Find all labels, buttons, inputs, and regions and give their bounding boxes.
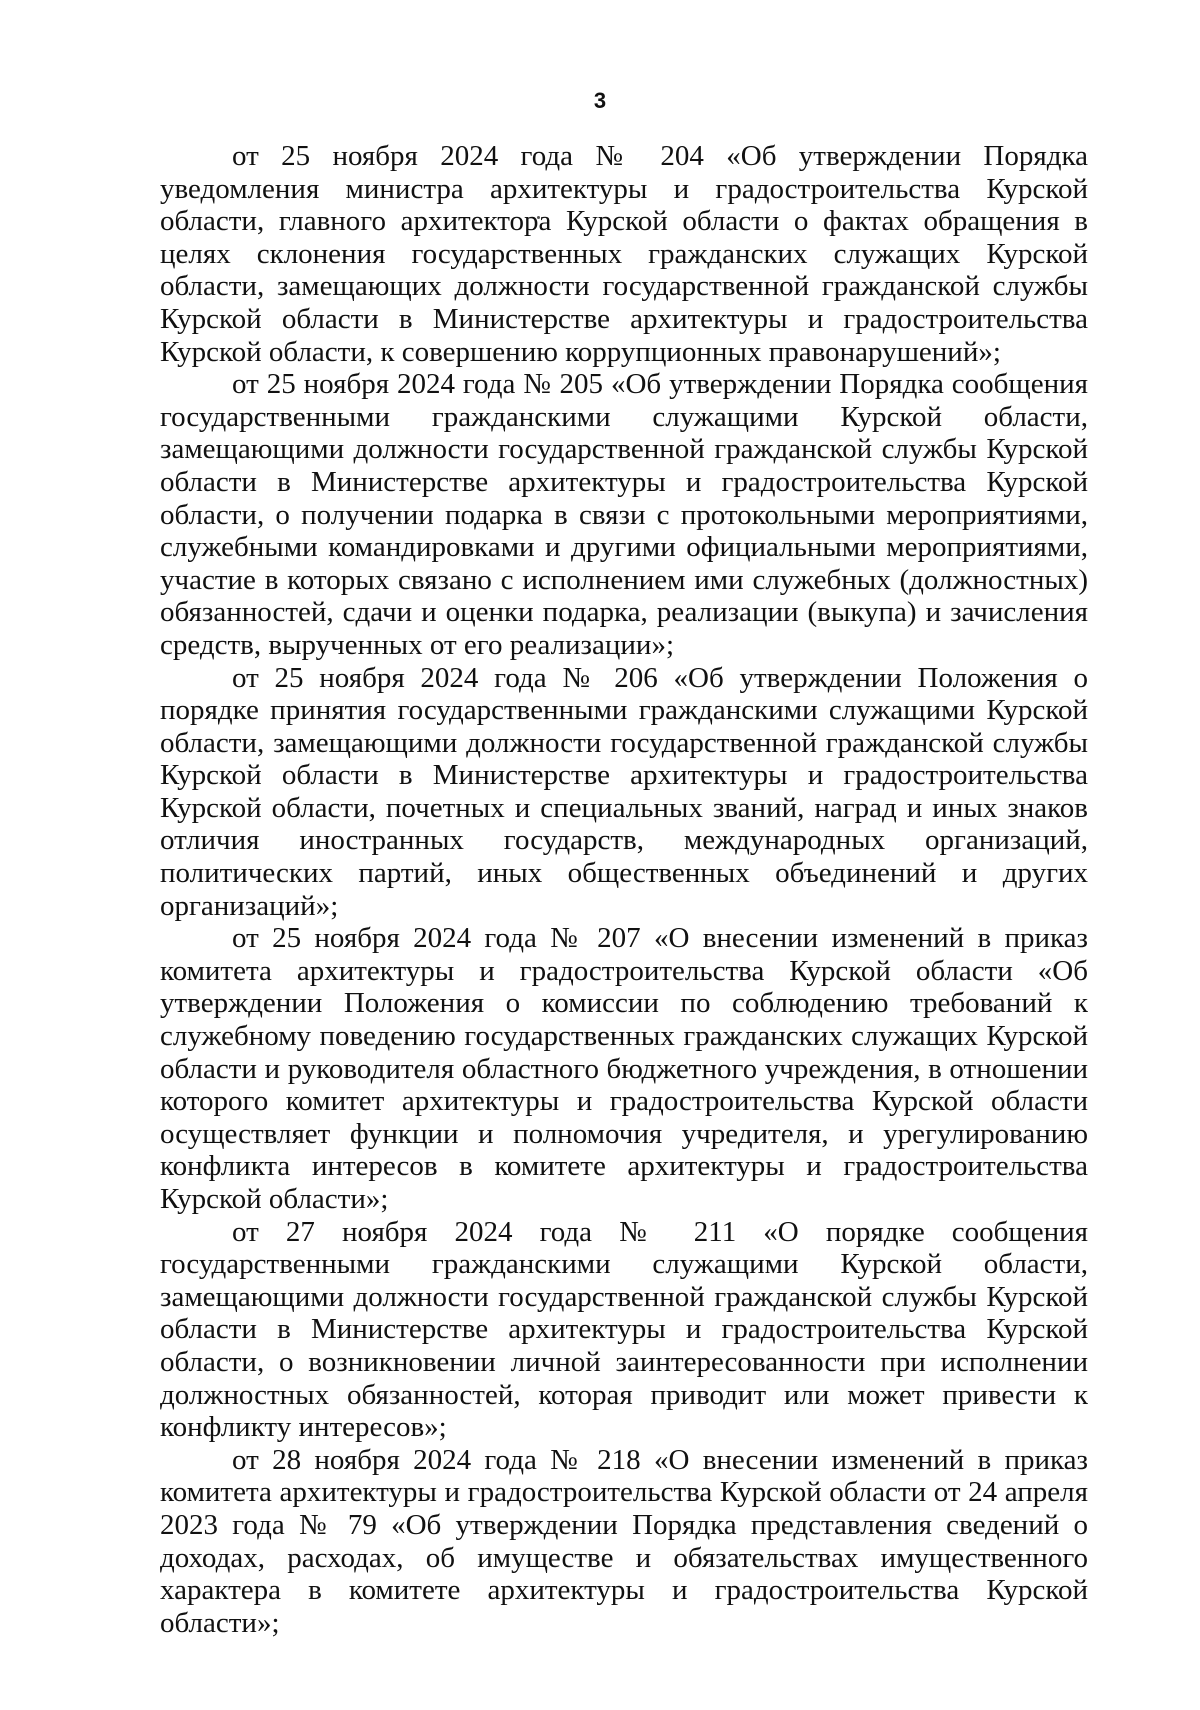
paragraph-order-207: от 25 ноября 2024 года № 207 «О внесении изменений в приказ комитета архитектуры и градостроительства Курской области «Об утверждении Положения о комиссии по соблюдению требований к служебному поведению государственных гражданских служащих Курской области и руководителя областного бюджетного учреждения, в отношении которого комитет архитектуры и градостроительства Курской области осуществляет функции и полномочия учредителя, и урегулированию конфликта интересов в комитете архитектуры и градостроительства Курской области»; bbox=[160, 922, 1088, 1215]
paragraph-order-211: от 27 ноября 2024 года № 211 «О порядке сообщения государственными гражданскими служащими Курской области, замещающими должности государственной гражданской службы Курской области в Министерстве архитектуры и градостроительства Курской области, о возникновении личной заинтересованности при исполнении должностных обязанностей, которая приводит или может привести к конфликту интересов»; bbox=[160, 1215, 1088, 1444]
page-number: 3 bbox=[593, 88, 607, 113]
paragraph-order-205: от 25 ноября 2024 года № 205 «Об утверждении Порядка сообщения государственными гражданскими служащими Курской области, замещающими должности государственной гражданской службы Курской области в Министерстве архитектуры и градостроительства Курской области, о получении подарка в связи с протокольными мероприятиями, служебными командировками и другими официальными мероприятиями, участие в которых связано с исполнением ими служебных (должностных) обязанностей, сдачи и оценки подарка, реализации (выкупа) и зачисления средств, вырученных от его реализации»; bbox=[160, 368, 1088, 661]
document-body bbox=[160, 140, 1088, 1639]
paragraph-order-218: от 28 ноября 2024 года № 218 «О внесении изменений в приказ комитета архитектуры и градостроительства Курской области от 24 апреля 2023 года № 79 «Об утверждении Порядка представления сведений о доходах, расходах, об имуществе и обязательствах имущественного характера в комитете архитектуры и градостроительства Курской области»; bbox=[160, 1443, 1088, 1639]
paragraph-order-204: от 25 ноября 2024 года № 204 «Об утверждении Порядка уведомления министра архитектуры и градостроительства Курской области, главного архитектора Курской области о фактах обращения в целях склонения государственных гражданских служащих Курской области, замещающих должности государственной гражданской службы Курской области в Министерстве архитектуры и градостроительства Курской области, к совершению коррупционных правонарушений»; bbox=[160, 140, 1088, 368]
paragraph-order-206: от 25 ноября 2024 года № 206 «Об утверждении Положения о порядке принятия государственными гражданскими служащими Курской области, замещающими должности государственной гражданской службы Курской области в Министерстве архитектуры и градостроительства Курской области, почетных и специальных званий, наград и иных знаков отличия иностранных государств, международных организаций, политических партий, иных общественных объединений и других организаций»; bbox=[160, 661, 1088, 922]
